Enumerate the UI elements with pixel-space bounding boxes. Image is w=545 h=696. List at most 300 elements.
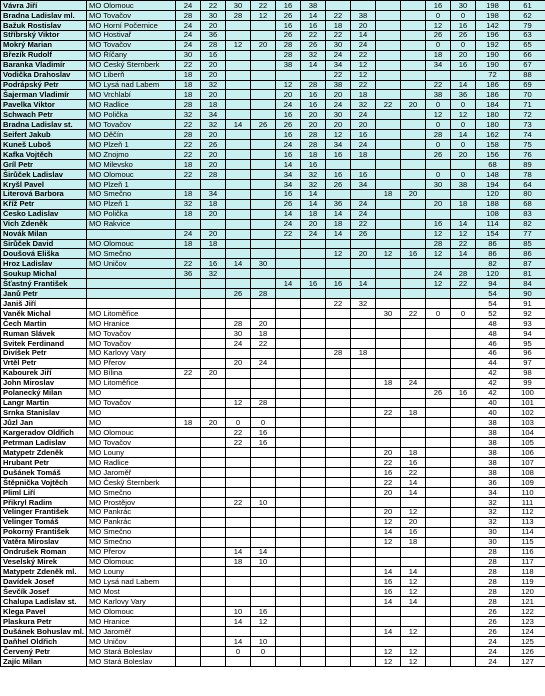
cell-rank: 83 (510, 209, 545, 219)
cell-r5a (376, 328, 401, 338)
cell-total: 42 (476, 388, 510, 398)
cell-name: Janů Petr (1, 289, 87, 299)
cell-club: MO Olomouc (87, 428, 176, 438)
cell-r3b (301, 527, 326, 537)
cell-name: Bradna Ladislav ml. (1, 10, 87, 20)
cell-r3b (301, 557, 326, 567)
cell-r2b: 0 (251, 646, 276, 656)
cell-r6b: 0 (451, 100, 476, 110)
cell-r2a: 22 (226, 497, 251, 507)
cell-r2a (226, 209, 251, 219)
cell-r2b (251, 458, 276, 468)
cell-rank: 112 (510, 507, 545, 517)
cell-r5a: 22 (376, 458, 401, 468)
cell-r6a (426, 289, 451, 299)
cell-r5b (401, 130, 426, 140)
cell-r5a (376, 368, 401, 378)
cell-r1b (201, 328, 226, 338)
cell-r4b: 24 (351, 199, 376, 209)
cell-r5a (376, 289, 401, 299)
cell-r1a: 18 (176, 160, 201, 170)
cell-total: 158 (476, 140, 510, 150)
cell-r2a (226, 656, 251, 666)
cell-r5b: 24 (401, 378, 426, 388)
cell-r3b (301, 607, 326, 617)
cell-r2b (251, 309, 276, 319)
table-row (1, 319, 545, 329)
cell-r6a (426, 517, 451, 527)
cell-r6b (451, 338, 476, 348)
cell-rank: 99 (510, 378, 545, 388)
cell-r1b: 30 (201, 10, 226, 20)
cell-r5b (401, 269, 426, 279)
cell-rank: 119 (510, 577, 545, 587)
cell-r6b (451, 587, 476, 597)
cell-r4a (326, 378, 351, 388)
cell-r4b: 24 (351, 40, 376, 50)
cell-r2a (226, 408, 251, 418)
cell-r3a: 16 (276, 20, 301, 30)
cell-r3a (276, 358, 301, 368)
cell-club: MO Tovačov (87, 40, 176, 50)
cell-r6a: 18 (426, 50, 451, 60)
cell-rank: 87 (510, 259, 545, 269)
cell-r2a (226, 100, 251, 110)
cell-r1b: 20 (201, 418, 226, 428)
cell-total: 192 (476, 40, 510, 50)
cell-r6b (451, 656, 476, 666)
cell-r5a (376, 358, 401, 368)
cell-name: Pavelka Viktor (1, 100, 87, 110)
cell-r1a: 18 (176, 80, 201, 90)
cell-club: MO Olomouc (87, 1, 176, 11)
table-row (1, 368, 545, 378)
cell-name: Širůček David (1, 239, 87, 249)
cell-rank: 126 (510, 646, 545, 656)
cell-rank: 61 (510, 1, 545, 11)
cell-name: Vrtěl Petr (1, 358, 87, 368)
cell-r6a (426, 607, 451, 617)
cell-r2b (251, 507, 276, 517)
cell-r3a: 14 (276, 279, 301, 289)
table-row (1, 269, 545, 279)
table-row (1, 656, 545, 666)
cell-r5a (376, 428, 401, 438)
cell-name: Štěpnička Vojtěch (1, 478, 87, 488)
cell-r6a: 12 (426, 229, 451, 239)
cell-r2a (226, 80, 251, 90)
cell-name: Kabourek Jiří (1, 368, 87, 378)
cell-r3b (301, 418, 326, 428)
cell-r3b: 24 (301, 229, 326, 239)
cell-r5b (401, 239, 426, 249)
cell-r3a (276, 378, 301, 388)
cell-r1a: 30 (176, 50, 201, 60)
cell-r2b: 10 (251, 637, 276, 647)
cell-r2a (226, 537, 251, 547)
table-row (1, 289, 545, 299)
cell-r4b: 16 (351, 130, 376, 140)
cell-r5a: 22 (376, 408, 401, 418)
cell-r6a: 12 (426, 249, 451, 259)
cell-r3a: 26 (276, 120, 301, 130)
cell-r1b (201, 219, 226, 229)
cell-r5b (401, 348, 426, 358)
cell-r5a (376, 299, 401, 309)
cell-total: 24 (476, 646, 510, 656)
cell-r5b: 20 (401, 100, 426, 110)
cell-r1b (201, 507, 226, 517)
table-row (1, 1, 545, 11)
cell-r4a: 30 (326, 40, 351, 50)
cell-r6b (451, 497, 476, 507)
cell-r3a: 24 (276, 140, 301, 150)
cell-total: 28 (476, 597, 510, 607)
cell-r3b (301, 358, 326, 368)
cell-total: 44 (476, 358, 510, 368)
cell-r2b (251, 627, 276, 637)
cell-rank: 74 (510, 130, 545, 140)
cell-r2b (251, 239, 276, 249)
cell-r1a (176, 527, 201, 537)
cell-r1a (176, 249, 201, 259)
cell-r6b: 16 (451, 60, 476, 70)
cell-rank: 85 (510, 239, 545, 249)
cell-r2b (251, 20, 276, 30)
cell-r2b (251, 30, 276, 40)
cell-r1b (201, 299, 226, 309)
cell-r5b (401, 358, 426, 368)
cell-r2a (226, 597, 251, 607)
cell-r4a (326, 289, 351, 299)
cell-r2b (251, 587, 276, 597)
cell-total: 28 (476, 567, 510, 577)
cell-club: MO Tovačov (87, 398, 176, 408)
cell-r5a (376, 10, 401, 20)
cell-r4b (351, 1, 376, 11)
cell-r4a: 22 (326, 299, 351, 309)
cell-r1a (176, 438, 201, 448)
cell-r3a: 20 (276, 90, 301, 100)
cell-r2b (251, 487, 276, 497)
cell-rank: 107 (510, 458, 545, 468)
cell-r5a (376, 50, 401, 60)
table-row (1, 358, 545, 368)
cell-name: Davídek Josef (1, 577, 87, 587)
cell-total: 180 (476, 120, 510, 130)
cell-r5a (376, 30, 401, 40)
cell-r3b: 38 (301, 1, 326, 11)
cell-r1b: 32 (201, 80, 226, 90)
cell-club (87, 289, 176, 299)
cell-club: MO Znojmo (87, 150, 176, 160)
cell-r5b (401, 229, 426, 239)
cell-r3b: 16 (301, 160, 326, 170)
cell-club: MO Tovačov (87, 438, 176, 448)
cell-r3b (301, 537, 326, 547)
cell-r6a (426, 646, 451, 656)
cell-r3b: 16 (301, 90, 326, 100)
cell-r5b: 16 (401, 458, 426, 468)
cell-r1a (176, 617, 201, 627)
cell-total: 198 (476, 10, 510, 20)
cell-total: 38 (476, 428, 510, 438)
cell-r6b: 0 (451, 120, 476, 130)
cell-r3b (301, 328, 326, 338)
cell-r2a: 20 (226, 358, 251, 368)
cell-r6a (426, 478, 451, 488)
cell-r3b: 14 (301, 60, 326, 70)
cell-r5b (401, 30, 426, 40)
cell-r4b (351, 656, 376, 666)
cell-r4a (326, 557, 351, 567)
cell-r1a (176, 627, 201, 637)
cell-rank: 80 (510, 189, 545, 199)
cell-r5a (376, 219, 401, 229)
cell-r4b (351, 597, 376, 607)
cell-r1b: 28 (201, 169, 226, 179)
cell-r2a (226, 527, 251, 537)
cell-r6a (426, 438, 451, 448)
cell-r3b (301, 468, 326, 478)
cell-r4b (351, 587, 376, 597)
table-row (1, 487, 545, 497)
cell-r2b: 10 (251, 497, 276, 507)
cell-r1b: 34 (201, 110, 226, 120)
cell-r4b (351, 478, 376, 488)
cell-r2a (226, 249, 251, 259)
cell-r4b (351, 398, 376, 408)
cell-r3a (276, 587, 301, 597)
cell-r4a (326, 517, 351, 527)
cell-name: Daňhel Oldřich (1, 637, 87, 647)
cell-r2b: 28 (251, 289, 276, 299)
cell-r4a: 16 (326, 169, 351, 179)
cell-r6b: 0 (451, 10, 476, 20)
cell-r1b (201, 378, 226, 388)
cell-total: 120 (476, 269, 510, 279)
cell-r4b: 38 (351, 10, 376, 20)
table-row (1, 428, 545, 438)
cell-r4b (351, 438, 376, 448)
cell-r1a: 22 (176, 169, 201, 179)
cell-total: 32 (476, 497, 510, 507)
cell-r5a (376, 388, 401, 398)
cell-r3b: 26 (301, 40, 326, 50)
cell-r6b (451, 547, 476, 557)
cell-club: MO (87, 418, 176, 428)
cell-club: MO Most (87, 587, 176, 597)
cell-club: MO Pankrác (87, 507, 176, 517)
cell-r4b: 18 (351, 348, 376, 358)
cell-r2a (226, 577, 251, 587)
table-row (1, 418, 545, 428)
cell-r6b (451, 468, 476, 478)
cell-r4b: 18 (351, 150, 376, 160)
cell-r5b: 12 (401, 646, 426, 656)
cell-r3a (276, 557, 301, 567)
cell-r3a (276, 646, 301, 656)
cell-r1b: 18 (201, 100, 226, 110)
cell-rank: 71 (510, 100, 545, 110)
cell-name: Velinger Tomáš (1, 517, 87, 527)
table-row (1, 497, 545, 507)
cell-r4a: 20 (326, 120, 351, 130)
cell-r3b: 32 (301, 169, 326, 179)
cell-r4a (326, 646, 351, 656)
cell-rank: 69 (510, 80, 545, 90)
cell-r5b: 12 (401, 577, 426, 587)
cell-r5a (376, 130, 401, 140)
cell-r3a: 34 (276, 169, 301, 179)
cell-r6b: 28 (451, 269, 476, 279)
cell-r3a: 38 (276, 60, 301, 70)
cell-r5b (401, 1, 426, 11)
cell-r1a (176, 378, 201, 388)
cell-r3b: 14 (301, 189, 326, 199)
cell-r1a: 18 (176, 90, 201, 100)
cell-rank: 82 (510, 219, 545, 229)
cell-r5b: 20 (401, 189, 426, 199)
cell-r6a: 34 (426, 60, 451, 70)
cell-r2b (251, 199, 276, 209)
cell-total: 120 (476, 189, 510, 199)
table-row (1, 607, 545, 617)
cell-r2b (251, 160, 276, 170)
cell-r3a (276, 249, 301, 259)
cell-r6b (451, 70, 476, 80)
table-row (1, 587, 545, 597)
cell-r3a (276, 497, 301, 507)
cell-r3a: 22 (276, 229, 301, 239)
cell-total: 82 (476, 259, 510, 269)
cell-total: 28 (476, 547, 510, 557)
cell-r1a: 18 (176, 70, 201, 80)
table-row (1, 388, 545, 398)
cell-r6a: 38 (426, 90, 451, 100)
cell-r4b: 26 (351, 229, 376, 239)
cell-rank: 95 (510, 338, 545, 348)
cell-r3a: 14 (276, 160, 301, 170)
cell-r2b: 12 (251, 617, 276, 627)
cell-r4b: 20 (351, 20, 376, 30)
cell-r5b: 12 (401, 656, 426, 666)
cell-r1a (176, 557, 201, 567)
cell-r2b: 16 (251, 607, 276, 617)
cell-rank: 84 (510, 279, 545, 289)
cell-r5a (376, 607, 401, 617)
cell-r4a (326, 627, 351, 637)
cell-r2b (251, 219, 276, 229)
cell-r2b (251, 299, 276, 309)
cell-rank: 96 (510, 348, 545, 358)
cell-r1a: 22 (176, 140, 201, 150)
cell-name: Divíšek Petr (1, 348, 87, 358)
cell-r2a: 26 (226, 289, 251, 299)
cell-r5a: 18 (376, 378, 401, 388)
cell-r6b (451, 646, 476, 656)
cell-r4b (351, 289, 376, 299)
cell-r2b: 16 (251, 438, 276, 448)
cell-rank: 77 (510, 229, 545, 239)
cell-r6a (426, 627, 451, 637)
cell-r1a: 28 (176, 100, 201, 110)
cell-r3b (301, 348, 326, 358)
cell-r4b (351, 160, 376, 170)
cell-r1b (201, 319, 226, 329)
cell-r3a: 34 (276, 179, 301, 189)
cell-r6b (451, 637, 476, 647)
cell-name: Baranka Vladimír (1, 60, 87, 70)
cell-r2b (251, 50, 276, 60)
cell-r6b (451, 597, 476, 607)
cell-r6b (451, 507, 476, 517)
cell-r2b: 24 (251, 358, 276, 368)
cell-r4b (351, 646, 376, 656)
cell-r5a (376, 348, 401, 358)
cell-r4b: 24 (351, 209, 376, 219)
table-row (1, 140, 545, 150)
cell-total: 42 (476, 378, 510, 388)
cell-r2a (226, 219, 251, 229)
cell-r1a (176, 587, 201, 597)
cell-r1a (176, 348, 201, 358)
cell-r6b (451, 438, 476, 448)
cell-r4b (351, 358, 376, 368)
cell-r2b: 26 (251, 120, 276, 130)
cell-total: 46 (476, 348, 510, 358)
cell-name: Čech Martin (1, 319, 87, 329)
cell-rank: 123 (510, 617, 545, 627)
cell-rank: 105 (510, 438, 545, 448)
cell-r1b (201, 656, 226, 666)
cell-r1b: 34 (201, 189, 226, 199)
cell-r6b: 20 (451, 50, 476, 60)
cell-r4b (351, 497, 376, 507)
cell-name: Velinger František (1, 507, 87, 517)
cell-r3b (301, 239, 326, 249)
cell-rank: 110 (510, 487, 545, 497)
cell-r2a (226, 179, 251, 189)
cell-r4a: 28 (326, 348, 351, 358)
cell-r5b (401, 150, 426, 160)
table-row (1, 577, 545, 587)
cell-r6a (426, 299, 451, 309)
cell-r1b (201, 348, 226, 358)
cell-r6b: 16 (451, 388, 476, 398)
cell-club: MO Karlovy Vary (87, 597, 176, 607)
cell-club: MO Polička (87, 110, 176, 120)
cell-rank: 116 (510, 547, 545, 557)
cell-r5a (376, 269, 401, 279)
cell-r1b (201, 408, 226, 418)
cell-r2a (226, 567, 251, 577)
cell-r5b (401, 120, 426, 130)
cell-rank: 64 (510, 179, 545, 189)
cell-r4b: 20 (351, 249, 376, 259)
cell-r5a (376, 120, 401, 130)
cell-r1b: 20 (201, 229, 226, 239)
cell-r1b (201, 438, 226, 448)
cell-r2b: 18 (251, 328, 276, 338)
cell-name: Šajerman Vladimír (1, 90, 87, 100)
cell-r3a (276, 299, 301, 309)
cell-r6a (426, 358, 451, 368)
cell-r6a (426, 338, 451, 348)
cell-r2b (251, 348, 276, 358)
cell-r4a: 12 (326, 130, 351, 140)
cell-r6b (451, 408, 476, 418)
